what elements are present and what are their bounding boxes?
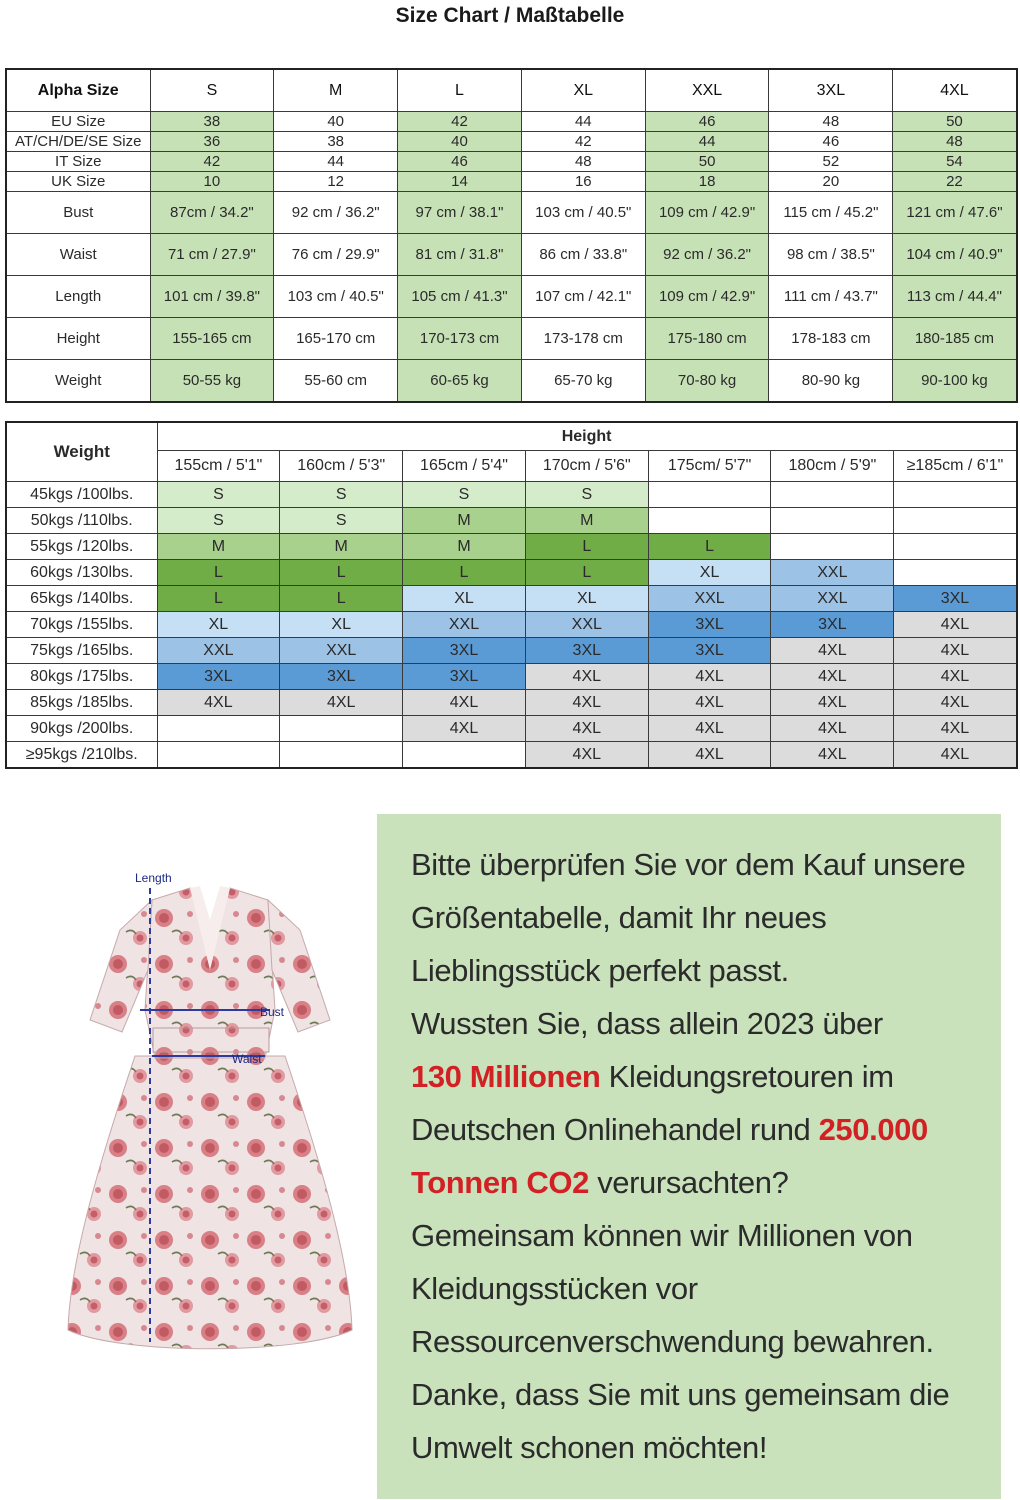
size-cell: 71 cm / 27.9" <box>150 234 274 276</box>
height-column-header: 170cm / 5'6" <box>525 451 648 482</box>
size-cell: 180-185 cm <box>893 318 1017 360</box>
recommended-size-cell: L <box>648 534 771 560</box>
info-line <box>411 997 996 1050</box>
info-line <box>411 1050 996 1103</box>
recommended-size-cell: M <box>157 534 280 560</box>
height-column-header: 155cm / 5'1" <box>157 451 280 482</box>
weight-row-label: 55kgs /120lbs. <box>6 534 157 560</box>
size-cell: 111 cm / 43.7" <box>769 276 893 318</box>
size-cell: 40 <box>398 132 522 152</box>
info-line <box>411 1103 996 1156</box>
size-cell: 44 <box>521 112 645 132</box>
size-cell: 38 <box>274 132 398 152</box>
recommended-size-cell: 4XL <box>771 716 894 742</box>
recommended-size-cell: XXL <box>403 612 526 638</box>
weight-header: Weight <box>6 422 157 482</box>
recommended-size-cell: 4XL <box>894 690 1017 716</box>
recommended-size-cell: L <box>280 560 403 586</box>
size-cell: 10 <box>150 172 274 192</box>
dress-illustration <box>60 860 360 1380</box>
size-cell: 101 cm / 39.8" <box>150 276 274 318</box>
recommended-size-cell: 4XL <box>648 716 771 742</box>
size-cell: 92 cm / 36.2" <box>645 234 769 276</box>
recommended-size-cell: 4XL <box>648 664 771 690</box>
size-cell: 38 <box>150 112 274 132</box>
size-cell: 14 <box>398 172 522 192</box>
size-cell: 76 cm / 29.9" <box>274 234 398 276</box>
info-line <box>411 1156 996 1209</box>
recommended-size-cell: XL <box>403 586 526 612</box>
recommended-size-cell: XXL <box>280 638 403 664</box>
size-cell: 103 cm / 40.5" <box>521 192 645 234</box>
size-cell: 87cm / 34.2" <box>150 192 274 234</box>
recommended-size-cell: 3XL <box>280 664 403 690</box>
weight-row-label: 85kgs /185lbs. <box>6 690 157 716</box>
recommended-size-cell <box>771 482 894 508</box>
weight-row-label: 80kgs /175lbs. <box>6 664 157 690</box>
size-cell: 50 <box>645 152 769 172</box>
size-cell: 98 cm / 38.5" <box>769 234 893 276</box>
info-segment: Größentabelle, damit Ihr neues <box>411 900 827 935</box>
recommended-size-cell <box>157 742 280 769</box>
info-line <box>411 1421 996 1474</box>
size-cell: 42 <box>521 132 645 152</box>
size-cell: 54 <box>893 152 1017 172</box>
info-segment: Bitte überprüfen Sie vor dem Kauf unsere <box>411 847 966 882</box>
weight-row <box>6 638 1017 664</box>
waist-label: Waist <box>232 1052 262 1066</box>
weight-row <box>6 742 1017 769</box>
weight-row-label: 75kgs /165lbs. <box>6 638 157 664</box>
size-cell: 86 cm / 33.8" <box>521 234 645 276</box>
size-cell: 70-80 kg <box>645 360 769 403</box>
size-row-label: AT/CH/DE/SE Size <box>6 132 150 152</box>
recommended-size-cell: M <box>525 508 648 534</box>
size-cell: 109 cm / 42.9" <box>645 276 769 318</box>
recommended-size-cell <box>894 560 1017 586</box>
size-row <box>6 112 1017 132</box>
size-cell: 20 <box>769 172 893 192</box>
size-row <box>6 360 1017 403</box>
recommended-size-cell <box>648 482 771 508</box>
dress-left-sleeve <box>90 900 152 1032</box>
info-segment: verursachten? <box>588 1165 789 1200</box>
size-row <box>6 192 1017 234</box>
size-cell: 92 cm / 36.2" <box>274 192 398 234</box>
size-row <box>6 152 1017 172</box>
size-cell: 12 <box>274 172 398 192</box>
size-row-label: Height <box>6 318 150 360</box>
recommended-size-cell: L <box>403 560 526 586</box>
recommended-size-cell <box>648 508 771 534</box>
weight-row-label: 90kgs /200lbs. <box>6 716 157 742</box>
height-column-header: ≥185cm / 6'1" <box>894 451 1017 482</box>
recommended-size-cell: S <box>403 482 526 508</box>
weight-row-label: 60kgs /130lbs. <box>6 560 157 586</box>
recommended-size-cell: S <box>525 482 648 508</box>
recommended-size-cell: XL <box>525 586 648 612</box>
weight-row-label: 65kgs /140lbs. <box>6 586 157 612</box>
size-chart-table <box>5 68 1018 403</box>
recommended-size-cell: XL <box>157 612 280 638</box>
recommended-size-cell: 4XL <box>894 612 1017 638</box>
size-cell: 121 cm / 47.6" <box>893 192 1017 234</box>
info-line <box>411 1315 996 1368</box>
recommended-size-cell: 4XL <box>771 664 894 690</box>
size-row <box>6 318 1017 360</box>
size-cell: 52 <box>769 152 893 172</box>
size-cell: 44 <box>274 152 398 172</box>
recommended-size-cell <box>157 716 280 742</box>
recommended-size-cell: 4XL <box>525 716 648 742</box>
size-cell: 155-165 cm <box>150 318 274 360</box>
recommended-size-cell: 3XL <box>894 586 1017 612</box>
size-cell: 165-170 cm <box>274 318 398 360</box>
recommended-size-cell: S <box>157 482 280 508</box>
info-line <box>411 891 996 944</box>
size-cell: 50-55 kg <box>150 360 274 403</box>
info-segment: Deutschen Onlinehandel rund <box>411 1112 819 1147</box>
size-row <box>6 132 1017 152</box>
recommended-size-cell: XXL <box>771 560 894 586</box>
size-row-label: EU Size <box>6 112 150 132</box>
recommended-size-cell: XXL <box>648 586 771 612</box>
alpha-size-header: Alpha Size <box>6 69 150 112</box>
recommended-size-cell: 3XL <box>648 612 771 638</box>
weight-row <box>6 508 1017 534</box>
size-cell: 48 <box>521 152 645 172</box>
recommended-size-cell: S <box>280 482 403 508</box>
recommended-size-cell: 4XL <box>894 742 1017 769</box>
height-header: Height <box>157 422 1017 451</box>
size-row-label: Bust <box>6 192 150 234</box>
size-cell: 103 cm / 40.5" <box>274 276 398 318</box>
size-header-xl: XL <box>521 69 645 112</box>
recommended-size-cell <box>894 508 1017 534</box>
weight-row <box>6 534 1017 560</box>
size-header-l: L <box>398 69 522 112</box>
info-segment: Kleidungsstücken vor <box>411 1271 698 1306</box>
size-cell: 104 cm / 40.9" <box>893 234 1017 276</box>
size-cell: 50 <box>893 112 1017 132</box>
recommended-size-cell: 4XL <box>525 690 648 716</box>
weight-row-label: 45kgs /100lbs. <box>6 482 157 508</box>
recommended-size-cell: 4XL <box>648 742 771 769</box>
size-cell: 42 <box>150 152 274 172</box>
size-cell: 55-60 cm <box>274 360 398 403</box>
size-header-4xl: 4XL <box>893 69 1017 112</box>
page-title: Size Chart / Maßtabelle <box>395 4 625 27</box>
size-cell: 65-70 kg <box>521 360 645 403</box>
size-cell: 36 <box>150 132 274 152</box>
info-line <box>411 1368 996 1421</box>
recommended-size-cell <box>771 534 894 560</box>
size-cell: 48 <box>893 132 1017 152</box>
size-header-3xl: 3XL <box>769 69 893 112</box>
info-segment: Danke, dass Sie mit uns gemeinsam die <box>411 1377 950 1412</box>
weight-height-table <box>5 421 1018 769</box>
info-highlight: Tonnen CO2 <box>411 1165 589 1200</box>
size-cell: 105 cm / 41.3" <box>398 276 522 318</box>
recommended-size-cell: 3XL <box>648 638 771 664</box>
info-line <box>411 1209 996 1262</box>
info-line <box>411 944 996 997</box>
size-row-label: UK Size <box>6 172 150 192</box>
recommended-size-cell: L <box>280 586 403 612</box>
recommended-size-cell: XXL <box>157 638 280 664</box>
info-highlight: 130 Millionen <box>411 1059 601 1094</box>
recommended-size-cell: XL <box>648 560 771 586</box>
weight-row <box>6 482 1017 508</box>
size-row-label: Weight <box>6 360 150 403</box>
size-cell: 18 <box>645 172 769 192</box>
weight-row <box>6 716 1017 742</box>
recommended-size-cell: L <box>157 560 280 586</box>
size-header-s: S <box>150 69 274 112</box>
recommended-size-cell: XL <box>280 612 403 638</box>
height-column-header: 175cm/ 5'7" <box>648 451 771 482</box>
size-row-label: IT Size <box>6 152 150 172</box>
recommended-size-cell: 4XL <box>771 742 894 769</box>
height-column-header: 180cm / 5'9" <box>771 451 894 482</box>
size-cell: 107 cm / 42.1" <box>521 276 645 318</box>
recommended-size-cell: L <box>525 560 648 586</box>
size-header-xxl: XXL <box>645 69 769 112</box>
weight-row <box>6 690 1017 716</box>
size-cell: 48 <box>769 112 893 132</box>
recommended-size-cell: L <box>157 586 280 612</box>
size-cell: 81 cm / 31.8" <box>398 234 522 276</box>
recommended-size-cell <box>771 508 894 534</box>
size-row-label: Waist <box>6 234 150 276</box>
recommended-size-cell: 4XL <box>525 742 648 769</box>
info-segment: Kleidungsretouren im <box>600 1059 894 1094</box>
recommended-size-cell: 3XL <box>771 612 894 638</box>
info-text <box>411 838 996 1474</box>
size-cell: 178-183 cm <box>769 318 893 360</box>
recommended-size-cell: 4XL <box>403 716 526 742</box>
size-cell: 113 cm / 44.4" <box>893 276 1017 318</box>
recommended-size-cell: 4XL <box>648 690 771 716</box>
size-cell: 90-100 kg <box>893 360 1017 403</box>
size-row <box>6 172 1017 192</box>
recommended-size-cell: M <box>403 508 526 534</box>
size-row <box>6 276 1017 318</box>
size-cell: 44 <box>645 132 769 152</box>
recommended-size-cell: S <box>280 508 403 534</box>
size-cell: 46 <box>398 152 522 172</box>
weight-row <box>6 612 1017 638</box>
weight-row-label: 50kgs /110lbs. <box>6 508 157 534</box>
info-segment: Umwelt schonen möchten! <box>411 1430 768 1465</box>
recommended-size-cell: XXL <box>771 586 894 612</box>
info-segment: Ressourcenverschwendung bewahren. <box>411 1324 934 1359</box>
recommended-size-cell: 4XL <box>894 664 1017 690</box>
size-cell: 109 cm / 42.9" <box>645 192 769 234</box>
recommended-size-cell: L <box>525 534 648 560</box>
weight-row-label: ≥95kgs /210lbs. <box>6 742 157 769</box>
size-cell: 22 <box>893 172 1017 192</box>
size-cell: 175-180 cm <box>645 318 769 360</box>
height-column-header: 165cm / 5'4" <box>403 451 526 482</box>
size-cell: 40 <box>274 112 398 132</box>
size-header-m: M <box>274 69 398 112</box>
recommended-size-cell: 4XL <box>280 690 403 716</box>
recommended-size-cell: M <box>280 534 403 560</box>
recommended-size-cell <box>894 534 1017 560</box>
recommended-size-cell <box>403 742 526 769</box>
recommended-size-cell: 3XL <box>403 638 526 664</box>
size-cell: 173-178 cm <box>521 318 645 360</box>
weight-row-label: 70kgs /155lbs. <box>6 612 157 638</box>
dress-skirt <box>68 1056 352 1349</box>
info-segment: Lieblingsstück perfekt passt. <box>411 953 789 988</box>
recommended-size-cell: 4XL <box>525 664 648 690</box>
recommended-size-cell: 4XL <box>894 716 1017 742</box>
recommended-size-cell <box>894 482 1017 508</box>
size-row-label: Length <box>6 276 150 318</box>
dress-image <box>60 860 360 1380</box>
recommended-size-cell: 4XL <box>157 690 280 716</box>
height-column-header: 160cm / 5'3" <box>280 451 403 482</box>
weight-row <box>6 664 1017 690</box>
weight-row <box>6 586 1017 612</box>
recommended-size-cell: 4XL <box>771 638 894 664</box>
info-segment: Gemeinsam können wir Millionen von <box>411 1218 913 1253</box>
size-cell: 97 cm / 38.1" <box>398 192 522 234</box>
recommended-size-cell: 3XL <box>157 664 280 690</box>
recommended-size-cell <box>280 742 403 769</box>
recommended-size-cell: XXL <box>525 612 648 638</box>
size-cell: 80-90 kg <box>769 360 893 403</box>
size-cell: 46 <box>769 132 893 152</box>
recommended-size-cell: 4XL <box>403 690 526 716</box>
info-box <box>377 814 1001 1499</box>
recommended-size-cell: 3XL <box>403 664 526 690</box>
size-cell: 42 <box>398 112 522 132</box>
info-highlight: 250.000 <box>818 1112 928 1147</box>
size-cell: 46 <box>645 112 769 132</box>
length-label: Length <box>135 871 172 885</box>
recommended-size-cell: 4XL <box>894 638 1017 664</box>
bust-label: Bust <box>260 1005 285 1019</box>
recommended-size-cell: S <box>157 508 280 534</box>
recommended-size-cell: 4XL <box>771 690 894 716</box>
info-line <box>411 838 996 891</box>
size-cell: 170-173 cm <box>398 318 522 360</box>
size-row <box>6 234 1017 276</box>
recommended-size-cell: M <box>403 534 526 560</box>
size-cell: 16 <box>521 172 645 192</box>
size-cell: 115 cm / 45.2" <box>769 192 893 234</box>
recommended-size-cell <box>280 716 403 742</box>
size-cell: 60-65 kg <box>398 360 522 403</box>
recommended-size-cell: 3XL <box>525 638 648 664</box>
weight-row <box>6 560 1017 586</box>
info-segment: Wussten Sie, dass allein 2023 über <box>411 1006 883 1041</box>
info-line <box>411 1262 996 1315</box>
